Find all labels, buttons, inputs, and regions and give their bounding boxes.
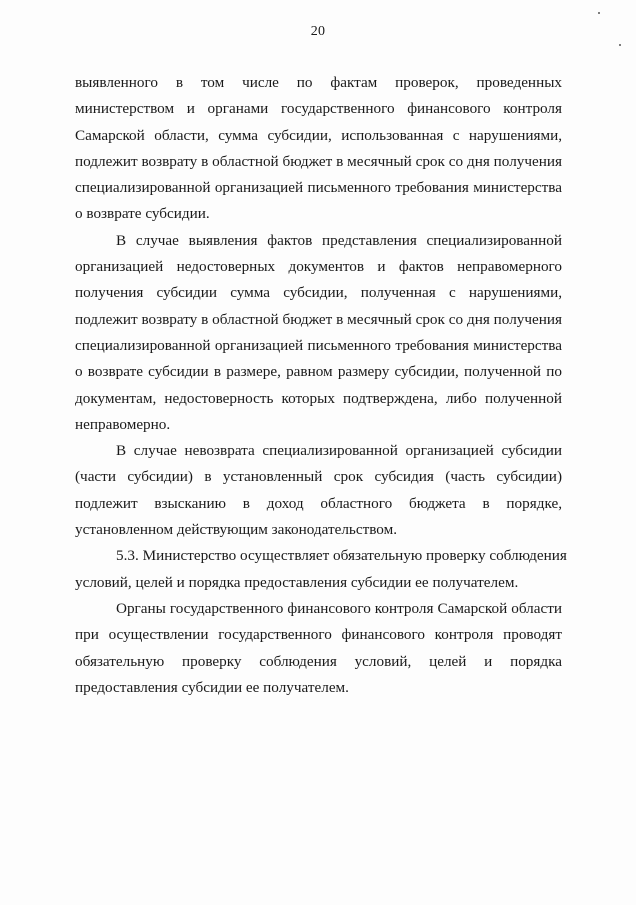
text-line: условий, целей и порядка предоставления субсидии ее получателем.: [75, 573, 519, 591]
text-line: выявленного в том числе по фактам проверок, проведенных: [75, 74, 562, 91]
text-line: подлежит взысканию в доход областного бюджета в порядке,: [75, 494, 562, 512]
page-number: 20: [310, 24, 326, 39]
text-line: неправомерно.: [75, 415, 171, 433]
text-line: специализированной организацией письменного требования министерства: [75, 336, 562, 354]
text-line: (части субсидии) в установленный срок субсидия (часть субсидии): [75, 468, 562, 486]
text-line: установленном действующим законодательством.: [75, 521, 398, 539]
paragraph-5: [75, 596, 562, 701]
paragraph-3: [75, 438, 562, 543]
text-line: Органы государственного финансового контроля Самарской области: [116, 599, 562, 617]
text-line: организацией недостоверных документов и фактов неправомерного: [75, 258, 562, 276]
text-line: обязательную проверку соблюдения условий, целей и порядка: [75, 652, 562, 670]
paragraph-1: [75, 70, 562, 228]
scan-speck: [619, 44, 621, 46]
text-line: о возврате субсидии в размере, равном размеру субсидии, полученной по: [75, 363, 562, 381]
text-line: 5.3. Министерство осуществляет обязательную проверку соблюдения: [116, 547, 567, 565]
paragraph-4: [75, 543, 567, 596]
text-line: подлежит возврату в областной бюджет в месячный срок со дня получения: [75, 310, 562, 328]
text-line: Самарской области, сумма субсидии, использованная с нарушениями,: [75, 126, 562, 144]
text-line: о возврате субсидии.: [75, 205, 210, 223]
text-line: получения субсидии сумма субсидии, полученная с нарушениями,: [75, 284, 562, 302]
scan-speck: [598, 12, 600, 14]
text-line: министерством и органами государственного финансового контроля: [75, 100, 562, 118]
text-line: подлежит возврату в областной бюджет в месячный срок со дня получения: [75, 152, 562, 170]
text-line: В случае выявления фактов представления специализированной: [116, 231, 562, 249]
text-line: предоставления субсидии ее получателем.: [75, 678, 349, 696]
text-line: документам, недостоверность которых подтверждена, либо полученной: [75, 389, 562, 407]
document-body: [75, 70, 567, 701]
text-line: В случае невозврата специализированной организацией субсидии: [116, 442, 562, 460]
paragraph-2: [75, 228, 562, 438]
text-line: при осуществлении государственного финансового контроля проводят: [75, 626, 562, 644]
text-line: специализированной организацией письменного требования министерства: [75, 179, 562, 197]
